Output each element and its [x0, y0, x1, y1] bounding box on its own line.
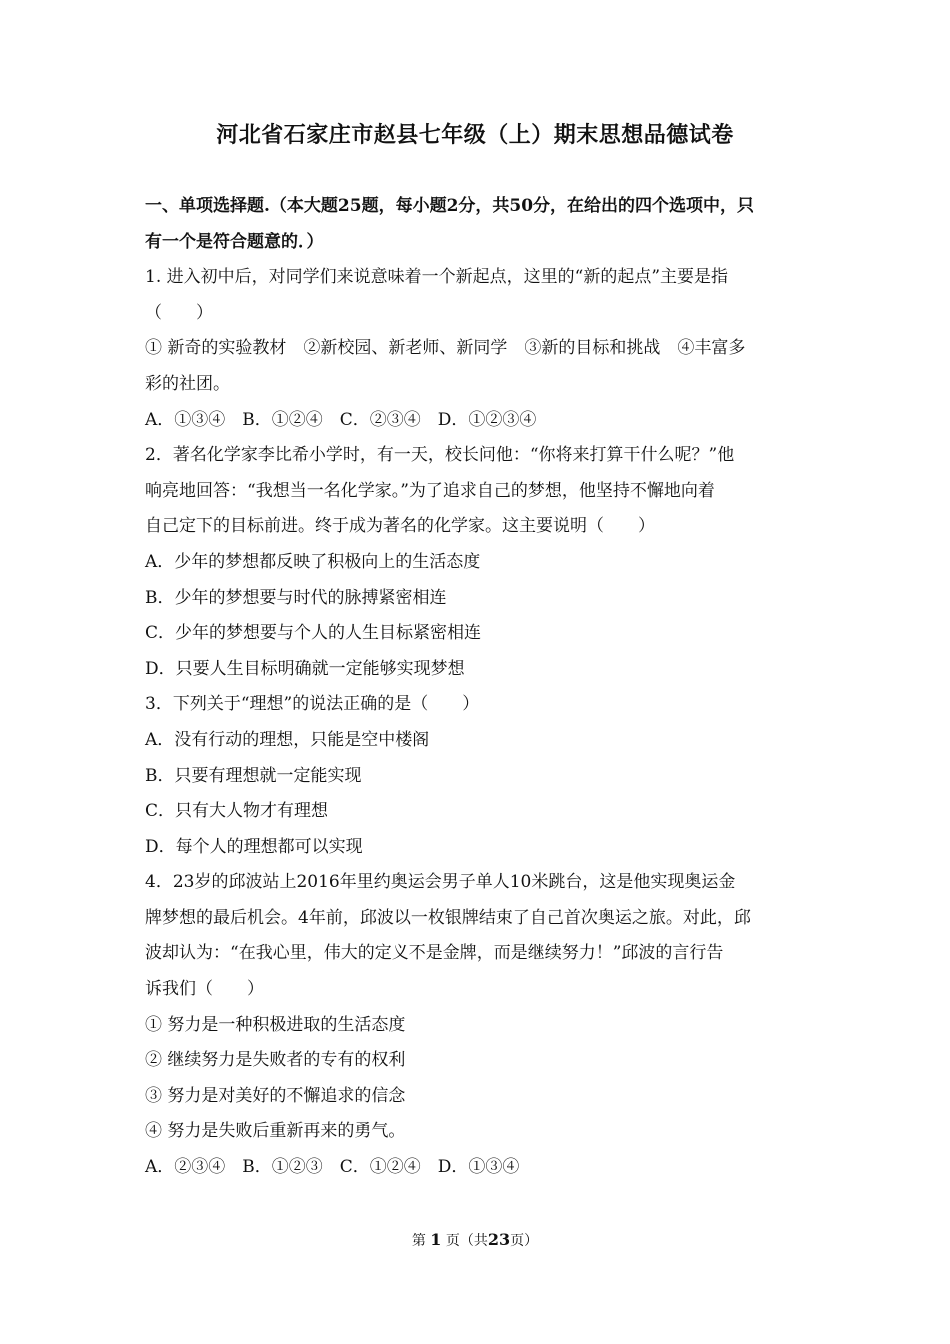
- question-line: 诉我们（ ）: [145, 979, 264, 1000]
- option-line: D．每个人的理想都可以实现: [145, 836, 363, 857]
- question-line: 2．著名化学家李比希小学时，有一天，校长问他：“你将来打算干什么呢？”他: [145, 445, 735, 466]
- question-line: 波却认为：“在我心里，伟大的定义不是金牌，而是继续努力！”邱波的言行告: [145, 943, 724, 964]
- footer-middle: 页（共: [445, 1233, 488, 1249]
- footer-page-number: 1: [430, 1230, 442, 1249]
- section-heading-line: 一、单项选择题.（本大题25题，每小题2分，共50分，在给出的四个选项中，只: [145, 196, 755, 216]
- question-line: 3．下列关于“理想”的说法正确的是（ ）: [145, 694, 480, 715]
- statement-line: ③ 努力是对美好的不懈追求的信念: [145, 1085, 406, 1106]
- footer-total-pages: 23: [487, 1230, 511, 1249]
- statement-line: ④ 努力是失败后重新再来的勇气。: [145, 1121, 406, 1142]
- question-line: 彩的社团。: [145, 373, 230, 394]
- question-line: 牌梦想的最后机会。4年前，邱波以一枚银牌结束了自己首次奥运之旅。对此，邱: [145, 907, 751, 928]
- document-body: [145, 188, 810, 1185]
- section-heading-line: 有一个是符合题意的．）: [145, 231, 324, 252]
- option-line: B．少年的梦想要与时代的脉搏紧密相连: [145, 587, 447, 608]
- statement-line: ① 努力是一种积极进取的生活态度: [145, 1014, 406, 1035]
- option-line: D．只要人生目标明确就一定能够实现梦想: [145, 658, 465, 679]
- question-line: 响亮地回答：“我想当一名化学家。”为了追求自己的梦想，他坚持不懈地向着: [145, 480, 715, 501]
- option-line: A．没有行动的理想，只能是空中楼阁: [145, 729, 430, 750]
- answer-options-line: A．①③④ B．①②④ C．②③④ D．①②③④: [145, 409, 537, 430]
- option-line: C．只有大人物才有理想: [145, 801, 329, 822]
- question-line: （ ）: [145, 302, 213, 323]
- footer-suffix: 页）: [510, 1233, 539, 1249]
- question-line: ① 新奇的实验教材 ②新校园、新老师、新同学 ③新的目标和挑战 ④丰富多: [145, 338, 746, 359]
- page-footer: [0, 1230, 950, 1250]
- answer-options-line: A．②③④ B．①②③ C．①②④ D．①③④: [145, 1157, 520, 1178]
- question-line: 4．23岁的邱波站上2016年里约奥运会男子单人10米跳台，这是他实现奥运金: [145, 872, 736, 893]
- option-line: C．少年的梦想要与个人的人生目标紧密相连: [145, 623, 482, 644]
- option-line: B．只要有理想就一定能实现: [145, 765, 362, 786]
- question-line: 自己定下的目标前进。终于成为著名的化学家。这主要说明（ ）: [145, 516, 655, 537]
- footer-prefix: 第: [411, 1233, 426, 1249]
- question-line: 1. 进入初中后，对同学们来说意味着一个新起点，这里的“新的起点”主要是指: [145, 267, 729, 288]
- statement-line: ② 继续努力是失败者的专有的权利: [145, 1050, 406, 1071]
- option-line: A．少年的梦想都反映了积极向上的生活态度: [145, 551, 481, 572]
- page-title: 河北省石家庄市赵县七年级（上）期末思想品德试卷: [216, 122, 734, 148]
